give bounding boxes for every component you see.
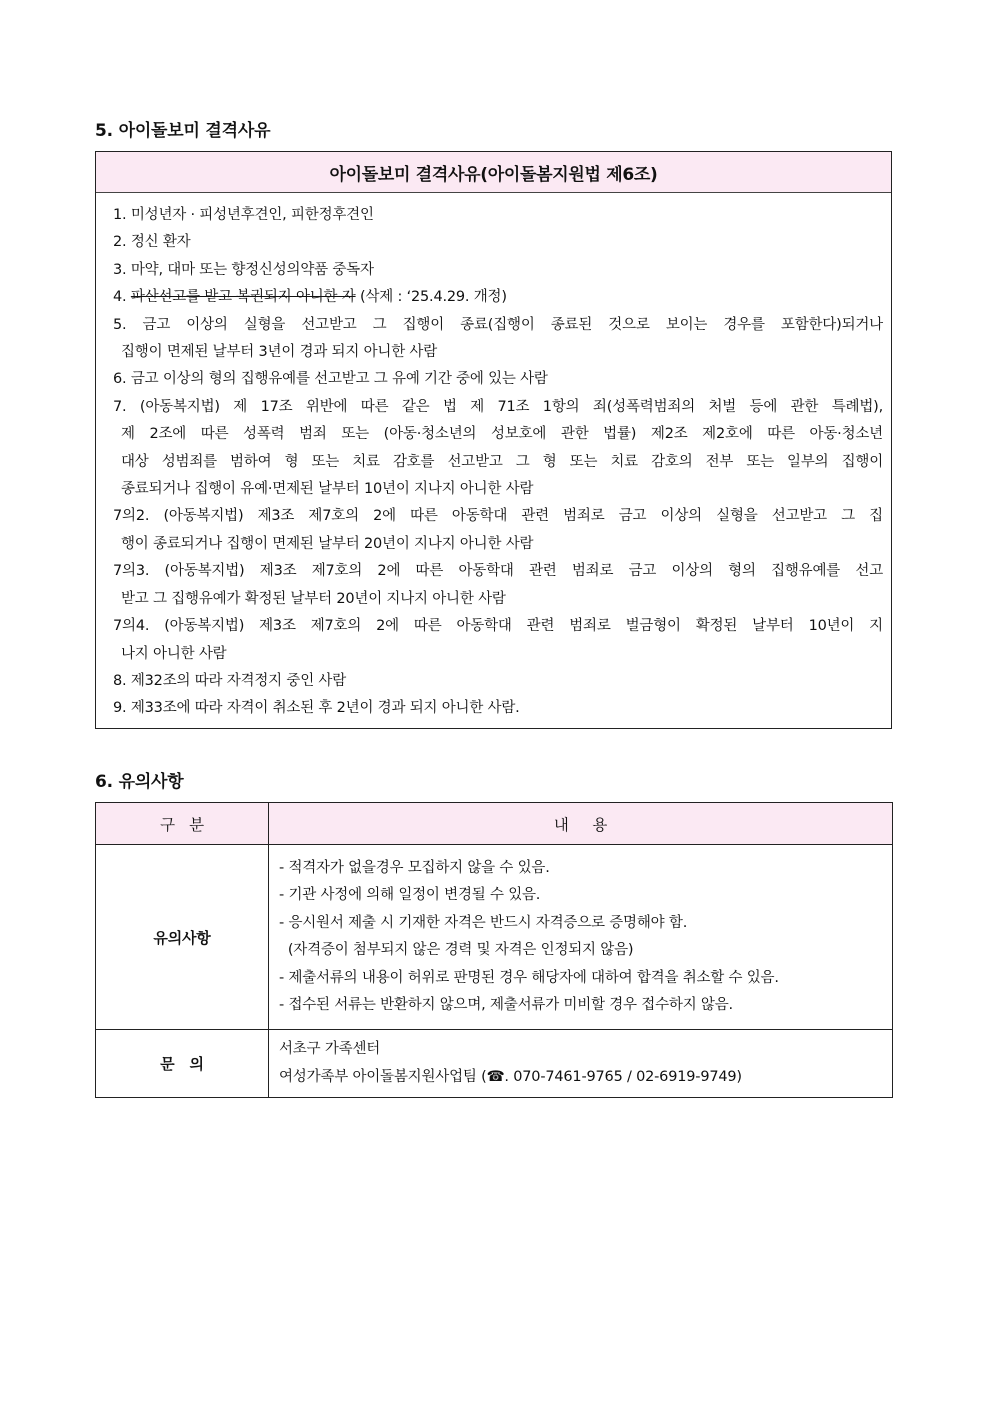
item-continuation: 집행이 면제된 날부터 3년이 경과 되지 아니한 사람 (121, 344, 438, 361)
item-text: 3. 마약, 대마 또는 향정신성의약품 중독자 (113, 261, 374, 278)
note-line: (자격증이 첨부되지 않은 경력 및 자격은 인정되지 않음) (279, 942, 634, 959)
table-header-row (96, 803, 893, 845)
table-row (96, 845, 893, 1030)
section-6-title: 6. 유의사항 (95, 772, 184, 792)
list-item (113, 257, 883, 284)
item-continuation: 나지 아니한 사람 (121, 645, 227, 662)
row-content (269, 845, 893, 1030)
item-text: 2. 정신 환자 (113, 234, 191, 251)
note-line: - 접수된 서류는 반환하지 않으며, 제출서류가 미비할 경우 접수하지 않음. (279, 997, 733, 1014)
list-item (113, 695, 883, 722)
list-item (113, 202, 883, 229)
notes-table (95, 802, 893, 1098)
item-text: 8. 제32조의 따라 자격정지 중인 사람 (113, 672, 347, 689)
list-item (113, 558, 883, 613)
row-content (269, 1030, 893, 1098)
item-text: 7의4. (아동복지법) 제3조 제7호의 2에 따른 아동학대 관련 범죄로 벌금형이 확정된 날부터 10년이 지 (113, 618, 883, 635)
list-item (113, 668, 883, 695)
note-line: - 적격자가 없을경우 모집하지 않을 수 있음. (279, 860, 550, 876)
item-text: 7. (아동복지법) 제 17조 위반에 따른 같은 법 제 71조 1항의 죄(성폭력범죄의 처벌 등에 관한 특례법), (113, 398, 883, 415)
note-line: - 제출서류의 내용이 허위로 판명된 경우 해당자에 대하여 합격을 취소할 수 있음. (279, 969, 779, 986)
item-text: 5. 금고 이상의 실형을 선고받고 그 집행이 종료(집행이 종료된 것으로 보이는 경우를 포함한다)되거나 (113, 316, 883, 333)
item-continuation: 제 2조에 따른 성폭력 범죄 또는 (아동·청소년의 성보호에 관한 법률) 제2조 제2호에 따른 아동·청소년 (121, 426, 883, 443)
disqualification-box-header: 아이돌보미 결격사유(아이돌봄지원법 제6조) (96, 152, 891, 193)
item-continuation: 받고 그 집행유예가 확정된 날부터 20년이 지나지 아니한 사람 (121, 590, 506, 607)
contact-phone: 여성가족부 아이돌봄지원사업팀 (☎. 070-7461-9765 / 02-6919-9749) (279, 1068, 742, 1085)
struck-text: 파산선고를 받고 복권되지 아니한 자 (130, 289, 356, 306)
item-continuation: 대상 성범죄를 범하여 형 또는 치료 감호를 선고받고 그 형 또는 치료 감호의 전부 또는 일부의 집행이 (121, 453, 883, 470)
list-item (113, 503, 883, 558)
item-continuation: 종료되거나 집행이 유예·면제된 날부터 10년이 지나지 아니한 사람 (121, 481, 534, 498)
item-text: 7의3. (아동복지법) 제3조 제7호의 2에 따른 아동학대 관련 범죄로 금고 이상의 형의 집행유예를 선고 (113, 563, 883, 580)
deletion-note: (삭제 : ‘25.4.29. 개정) (355, 289, 507, 306)
item-text: 7의2. (아동복지법) 제3조 제7호의 2에 따른 아동학대 관련 범죄로 금고 이상의 실형을 선고받고 그 집 (113, 508, 883, 525)
item-number: 4. (113, 289, 131, 306)
list-item (113, 229, 883, 256)
list-item (113, 613, 883, 668)
row-category: 유의사항 (96, 845, 269, 1030)
disqualification-list (96, 193, 891, 723)
item-text: 9. 제33조에 따라 자격이 취소된 후 2년이 경과 되지 아니한 사람. (113, 700, 520, 717)
list-item (113, 312, 883, 367)
row-category: 문 의 (96, 1030, 269, 1098)
item-text: 1. 미성년자 · 피성년후견인, 피한정후견인 (113, 207, 374, 223)
disqualification-box (95, 151, 892, 729)
header-content: 내 용 (269, 803, 893, 845)
note-line: - 응시원서 제출 시 기재한 자격은 반드시 자격증으로 증명해야 함. (279, 914, 688, 931)
list-item (113, 394, 883, 504)
table-row (96, 1030, 893, 1098)
contact-org: 서초구 가족센터 (279, 1041, 381, 1058)
note-line: - 기관 사정에 의해 일정이 변경될 수 있음. (279, 887, 541, 904)
item-text: 6. 금고 이상의 형의 집행유예를 선고받고 그 유예 기간 중에 있는 사람 (113, 371, 548, 388)
list-item (113, 366, 883, 393)
list-item (113, 284, 883, 311)
header-category: 구 분 (96, 803, 269, 845)
section-5-title: 5. 아이돌보미 결격사유 (95, 121, 271, 141)
item-continuation: 행이 종료되거나 집행이 면제된 날부터 20년이 지나지 아니한 사람 (121, 535, 534, 552)
